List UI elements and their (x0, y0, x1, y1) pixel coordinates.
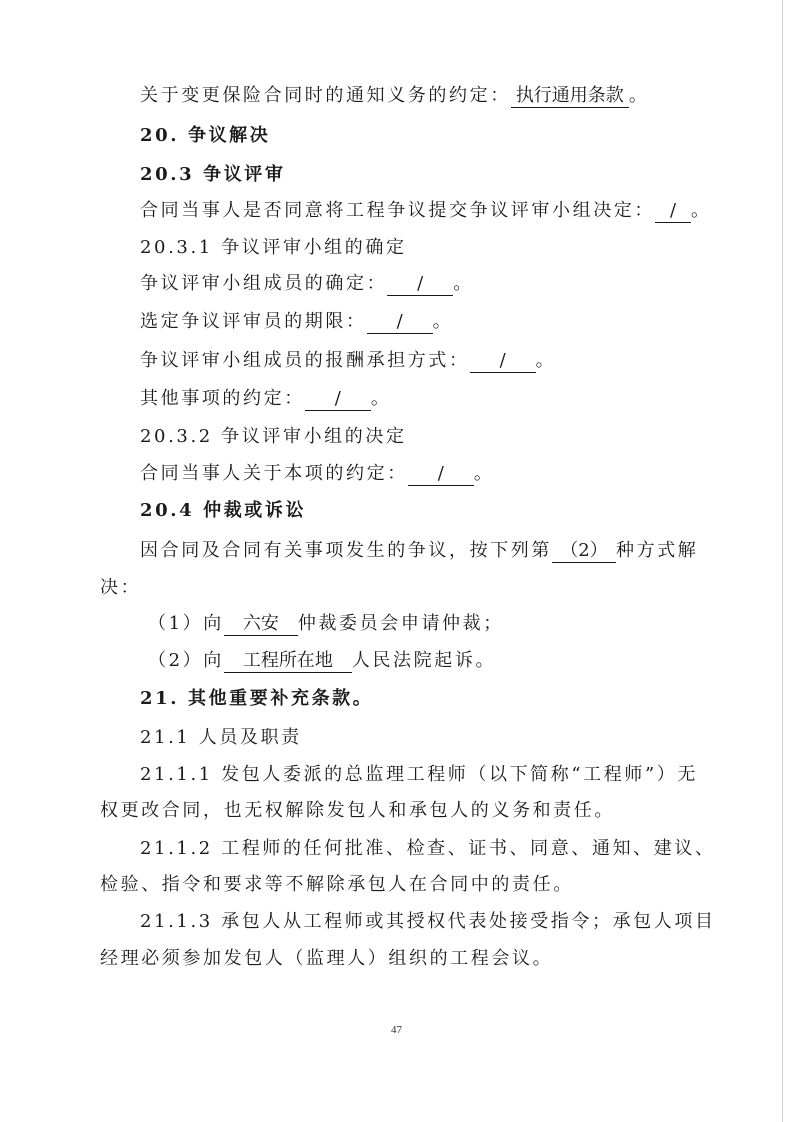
text-line-other-matters (140, 387, 391, 411)
section-heading-21-1: 21.1 人员及职责 (140, 727, 302, 748)
label-text: 。 (628, 85, 650, 106)
label-text: 选定争议评审员的期限： (140, 311, 367, 332)
label-text: （2）向 (148, 650, 224, 671)
text-line-parties-agreement (140, 462, 494, 486)
fill-in-value: / (408, 463, 474, 486)
text-line-dispute-method (140, 539, 698, 563)
fill-in-value: 工程所在地 (224, 650, 352, 673)
page-number: 47 (391, 1024, 402, 1036)
text-line-option-arbitration (148, 612, 504, 636)
fill-in-value: （2） (552, 540, 616, 563)
label-text: 。 (691, 200, 712, 221)
paragraph-21-1-3-line1: 21.1.3 承包人从工程师或其授权代表处接受指令；承包人项目 (140, 911, 716, 932)
fill-in-value: / (387, 273, 453, 296)
fill-in-value: 执行通用条款 (511, 85, 629, 108)
fill-in-value: / (655, 200, 691, 223)
text-line-reviewer-deadline (140, 310, 453, 334)
text-line-board-members (140, 272, 474, 296)
label-text: 仲裁委员会申请仲裁； (297, 613, 504, 634)
text-line-option-litigation (148, 649, 496, 673)
label-text: 种方式解 (616, 540, 699, 561)
section-heading-21: 21. 其他重要补充条款。 (140, 688, 374, 709)
fill-in-value: 六安 (224, 613, 298, 636)
label-text: 合同当事人是否同意将工程争议提交争议评审小组决定： (140, 200, 655, 221)
label-text: 。 (535, 350, 557, 371)
paragraph-21-1-1-line1: 21.1.1 发包人委派的总监理工程师（以下简称“工程师”）无 (140, 764, 698, 785)
fill-in-value: / (367, 311, 433, 334)
text-line-dispute-board-consent (140, 199, 712, 223)
label-text: 人民法院起诉。 (351, 650, 497, 671)
section-heading-20-3: 20.3 争议评审 (140, 164, 286, 185)
paragraph-21-1-2-line2: 检验、指令和要求等不解除承包人在合同中的责任。 (100, 874, 574, 895)
section-heading-20-4: 20.4 仲裁或诉讼 (140, 500, 307, 521)
text-line-dispute-method-cont: 决： (100, 577, 142, 598)
page-edge-line (782, 0, 783, 1122)
label-text: （1）向 (148, 613, 224, 634)
label-text: 。 (473, 463, 495, 484)
paragraph-21-1-1-line2: 权更改合同，也无权解除发包人和承包人的义务和责任。 (100, 800, 615, 821)
label-text: 关于变更保险合同时的通知义务的约定： (140, 85, 511, 106)
label-text: 。 (453, 273, 474, 294)
label-text: 因合同及合同有关事项发生的争议，按下列第 (140, 540, 552, 561)
label-text: 合同当事人关于本项的约定： (140, 463, 408, 484)
section-heading-20: 20. 争议解决 (140, 125, 271, 146)
section-heading-20-3-1: 20.3.1 争议评审小组的确定 (140, 237, 407, 258)
fill-in-value: / (470, 350, 536, 373)
fill-in-value: / (305, 388, 371, 411)
label-text: 其他事项的约定： (140, 388, 305, 409)
section-heading-20-3-2: 20.3.2 争议评审小组的决定 (140, 426, 407, 447)
label-text: 争议评审小组成员的报酬承担方式： (140, 350, 470, 371)
label-text: 。 (370, 388, 392, 409)
paragraph-21-1-3-line2: 经理必须参加发包人（监理人）组织的工程会议。 (100, 948, 554, 969)
label-text: 。 (432, 311, 454, 332)
paragraph-21-1-2-line1: 21.1.2 工程师的任何批准、检查、证书、同意、通知、建议、 (140, 838, 716, 859)
label-text: 争议评审小组成员的确定： (140, 273, 388, 294)
text-line-board-remuneration (140, 349, 556, 373)
text-line-insurance-notice (140, 84, 649, 108)
